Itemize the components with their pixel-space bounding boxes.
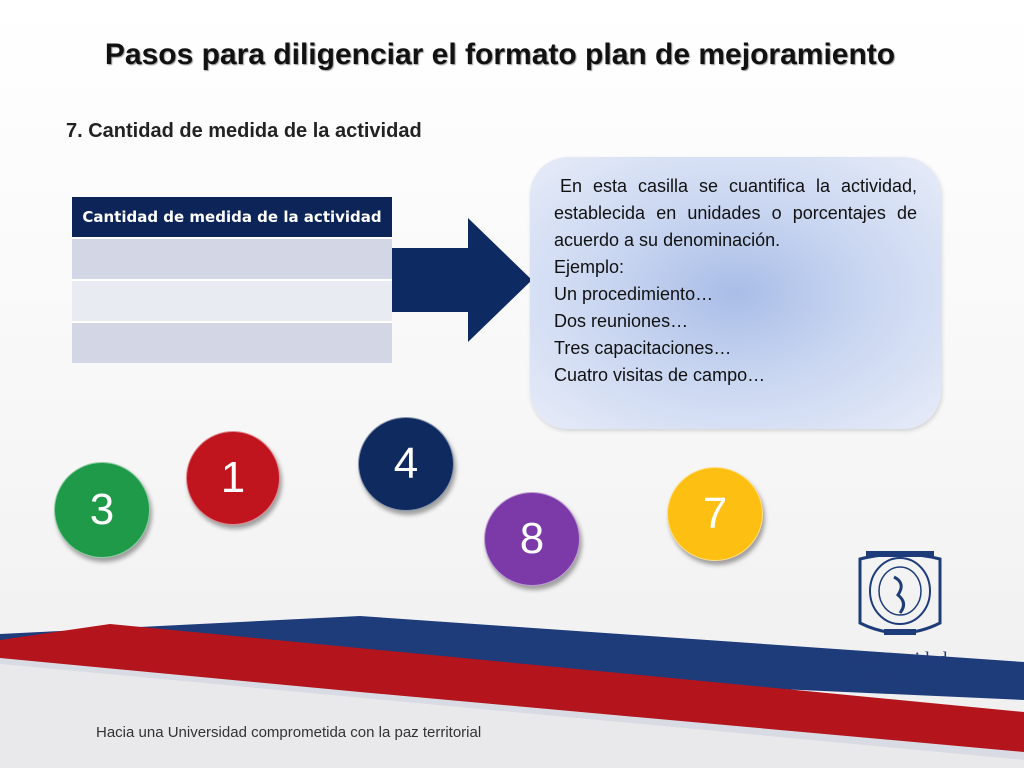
info-box xyxy=(530,157,941,429)
info-line: acuerdo a su denominación. xyxy=(554,230,781,250)
table-row xyxy=(72,279,392,321)
university-name xyxy=(846,650,956,688)
info-line: Dos reuniones… xyxy=(554,311,689,331)
university-seal-logo xyxy=(850,545,950,645)
info-line: Cuatro visitas de campo… xyxy=(554,365,766,385)
arrow-right-icon xyxy=(392,216,534,344)
footer-tagline: Hacia una Universidad comprometida con la paz territorial xyxy=(96,724,482,741)
table-row xyxy=(72,321,392,363)
step-circle-4: 4 xyxy=(358,417,454,511)
step-circle-1: 1 xyxy=(186,431,280,525)
info-line: En esta casilla se cuantifica la actividad, xyxy=(560,176,917,196)
measure-table xyxy=(72,197,392,363)
university-name-line2: del Cauca xyxy=(859,668,935,689)
step-circle-3: 3 xyxy=(54,462,150,558)
info-line: Tres capacitaciones… xyxy=(554,338,732,358)
measure-table-header: Cantidad de medida de la actividad xyxy=(72,197,392,237)
slide-title: Pasos para diligenciar el formato plan de mejoramiento xyxy=(104,38,896,71)
table-row xyxy=(72,237,392,279)
university-name-line1: Universidad xyxy=(854,649,948,670)
registered-icon: ® xyxy=(934,673,943,684)
info-line: Un procedimiento… xyxy=(554,284,714,304)
info-line: Ejemplo: xyxy=(554,257,625,277)
step-circle-7: 7 xyxy=(667,467,763,561)
step-circle-8: 8 xyxy=(484,492,580,586)
info-line: establecida en unidades o porcentajes de xyxy=(554,203,917,223)
section-title: 7. Cantidad de medida de la actividad xyxy=(66,120,422,142)
